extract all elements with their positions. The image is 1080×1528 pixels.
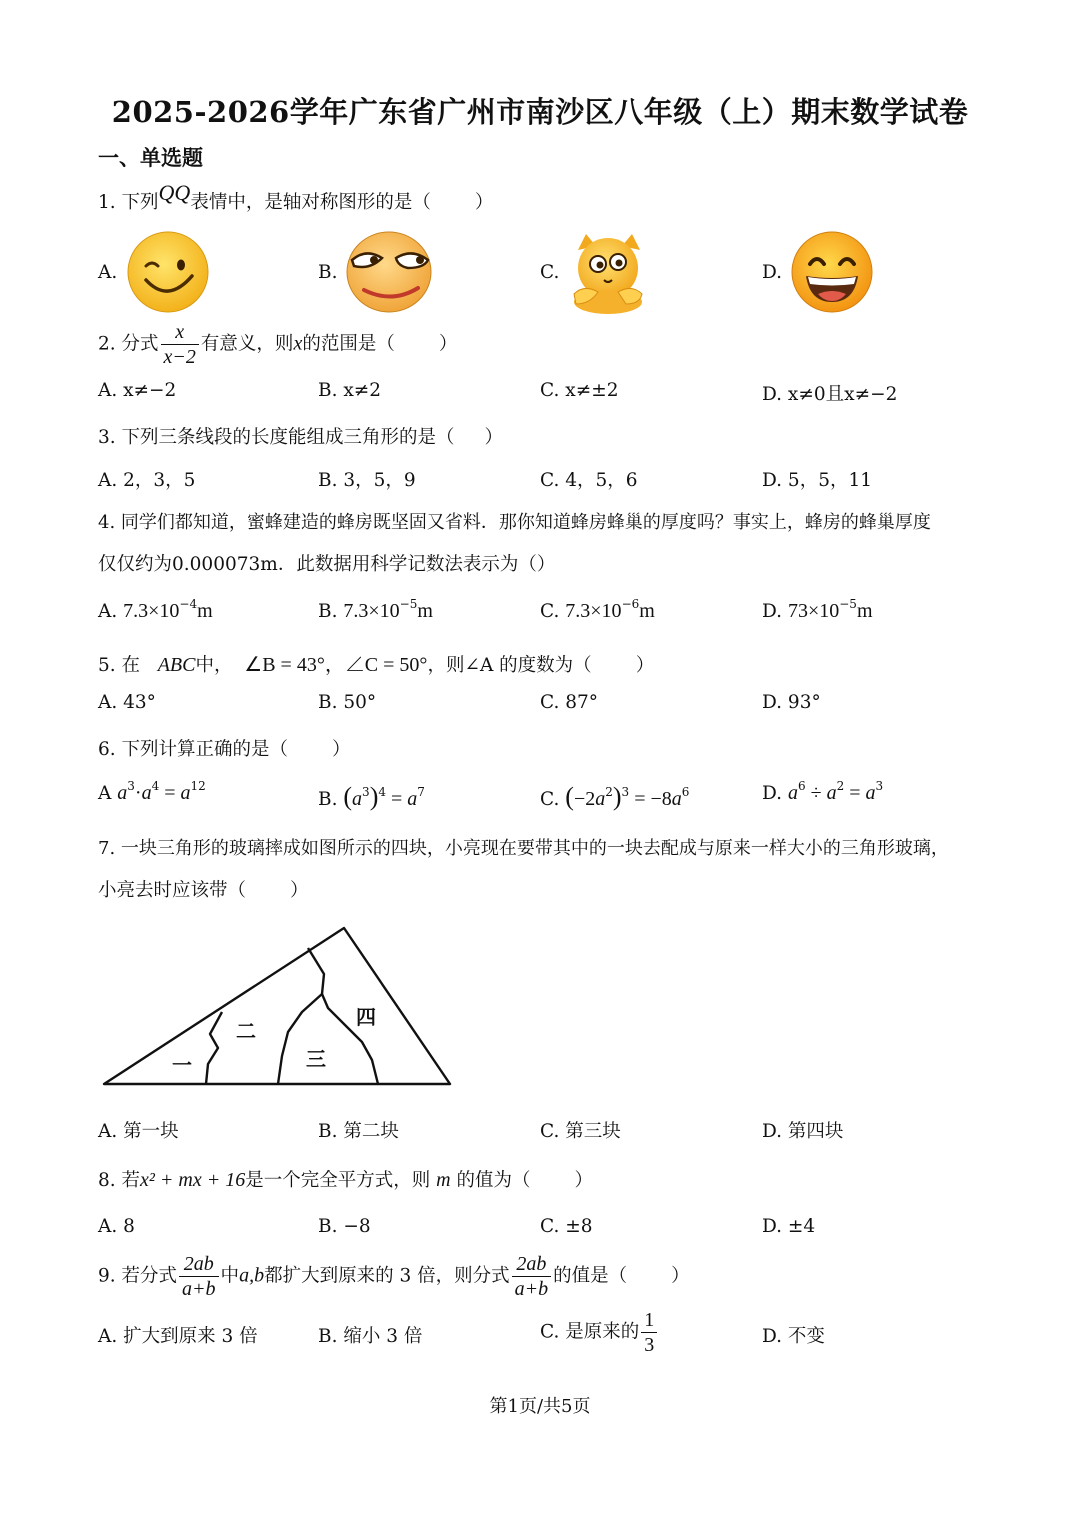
piece-label-3: 三 [306, 1049, 326, 1071]
q2-option-c[interactable]: C. x≠±2 [540, 380, 619, 401]
question-5: 5. 在 ABC中， ∠B = 43°，∠C = 50°，则∠A 的度数为（ ） [98, 654, 655, 676]
q5-option-b[interactable]: B. 50° [318, 692, 377, 713]
piece-label-2: 二 [236, 1021, 256, 1043]
q7-option-c[interactable]: C. 第三块 [540, 1121, 621, 1142]
smirk-face-icon [344, 230, 434, 314]
piece-label-4: 四 [356, 1007, 376, 1029]
q2-fraction: $\frac{x}{x-2}$ [161, 320, 199, 369]
q9-option-c[interactable]: C. 是原来的 $\frac{1}{3}$ [540, 1308, 659, 1357]
q9-option-a[interactable]: A. 扩大到原来 3 倍 [98, 1326, 258, 1347]
triangle-outline [104, 928, 450, 1084]
broken-glass-triangle-diagram [100, 924, 456, 1090]
q5-option-d[interactable]: D. 93° [762, 692, 821, 713]
question-4-line-2: 仅仅约为0.000073m．此数据用科学记数法表示为（） [98, 554, 556, 575]
section-heading: 一、单选题 [98, 145, 203, 170]
q8-option-d[interactable]: D. ±4 [762, 1216, 816, 1237]
q7-option-a[interactable]: A. 第一块 [98, 1121, 179, 1142]
q1-option-d[interactable]: D. [762, 262, 783, 283]
q2-option-d[interactable]: D. x≠0且x≠−2 [762, 384, 898, 405]
q1-option-a[interactable]: A. [98, 262, 118, 283]
q3-option-a[interactable]: A. 2，3，5 [98, 470, 196, 491]
q3-option-b[interactable]: B. 3，5，9 [318, 470, 416, 491]
q1-option-b[interactable]: B. [318, 262, 338, 283]
grin-face-icon [788, 230, 876, 314]
piece-label-1: 一 [172, 1055, 192, 1077]
q1-text-post: 表情中，是轴对称图形的是（ [190, 192, 431, 213]
q4-option-b[interactable]: B. $7.3\times 10^{-5}m$ [318, 597, 433, 622]
q3-option-c[interactable]: C. 4，5，6 [540, 470, 638, 491]
q2-option-a[interactable]: A. x≠−2 [98, 380, 177, 401]
question-4-line-1: 4. 同学们都知道，蜜蜂建造的蜂房既坚固又省料．那你知道蜂房蜂巢的厚度吗？事实上，蜂房的蜂巢厚度 [98, 512, 931, 533]
page-title: 2025-2026学年广东省广州市南沙区八年级（上）期末数学试卷 [111, 95, 969, 129]
question-7-line-1: 7. 一块三角形的玻璃摔成如图所示的四块，小亮现在要带其中的一块去配成与原来一样大小的三角形玻璃， [98, 838, 949, 859]
q4-option-d[interactable]: D. $73\times 10^{-5}m$ [762, 597, 873, 622]
q7-option-b[interactable]: B. 第二块 [318, 1121, 399, 1142]
question-1: 1. 下列QQ表情中，是轴对称图形的是（ ） [98, 180, 494, 213]
question-7-line-2: 小亮去时应该带（ ） [98, 880, 309, 901]
question-8: 8. 若x² + mx + 16是一个完全平方式，则 m 的值为（ ） [98, 1169, 594, 1191]
q8-option-c[interactable]: C. ±8 [540, 1216, 593, 1237]
q6-option-c[interactable]: C. $(-2a^2)^3 = -8a^6$ [540, 782, 690, 811]
wink-smile-icon [124, 230, 212, 314]
q8-option-a[interactable]: A. 8 [98, 1216, 135, 1237]
q5-option-a[interactable]: A. 43° [98, 692, 156, 713]
page-footer: 第1页/共5页 [489, 1396, 591, 1417]
q1-qq: QQ [158, 180, 191, 205]
cat-peeking-icon [564, 232, 652, 316]
question-9: 9. 若分式 $\frac{2ab}{a+b}$ 中a,b都扩大到原来的 3 倍，则分式 $\frac{2ab}{a+b}$ 的值是（ ） [98, 1253, 690, 1300]
q7-option-d[interactable]: D. 第四块 [762, 1121, 844, 1142]
q5-option-c[interactable]: C. 87° [540, 692, 599, 713]
crack-line-1 [206, 1012, 222, 1084]
q9-option-c-fraction: $\frac{1}{3}$ [641, 1308, 657, 1357]
q1-option-c[interactable]: C. [540, 262, 560, 283]
q4-option-a[interactable]: A. $7.3\times 10^{-4}m$ [98, 597, 213, 622]
q4-option-c[interactable]: C. $7.3\times 10^{-6}m$ [540, 597, 655, 622]
q9-fraction-1: $\frac{2ab}{a+b}$ [179, 1252, 219, 1301]
q8-option-b[interactable]: B. −8 [318, 1216, 371, 1237]
question-3: 3. 下列三条线段的长度能组成三角形的是（ ） [98, 427, 504, 448]
q6-option-a[interactable]: A $a^3\cdot a^4 = a^{12}$ [98, 779, 206, 804]
question-6: 6. 下列计算正确的是（ ） [98, 739, 351, 760]
q3-option-d[interactable]: D. 5，5，11 [762, 470, 873, 491]
q6-option-d[interactable]: D. $a^6 \div a^2 = a^3$ [762, 779, 884, 804]
q1-text-pre: 1. 下列 [98, 192, 159, 213]
q6-option-b[interactable]: B. $(a^3)^4 = a^7$ [318, 782, 425, 811]
q2-option-b[interactable]: B. x≠2 [318, 380, 382, 401]
q9-option-d[interactable]: D. 不变 [762, 1326, 825, 1347]
q9-fraction-2: $\frac{2ab}{a+b}$ [512, 1252, 552, 1301]
q9-option-b[interactable]: B. 缩小 3 倍 [318, 1326, 423, 1347]
question-2: 2. 分式 $\frac{x}{x-2}$ 有意义，则x的范围是（ ） [98, 321, 458, 368]
